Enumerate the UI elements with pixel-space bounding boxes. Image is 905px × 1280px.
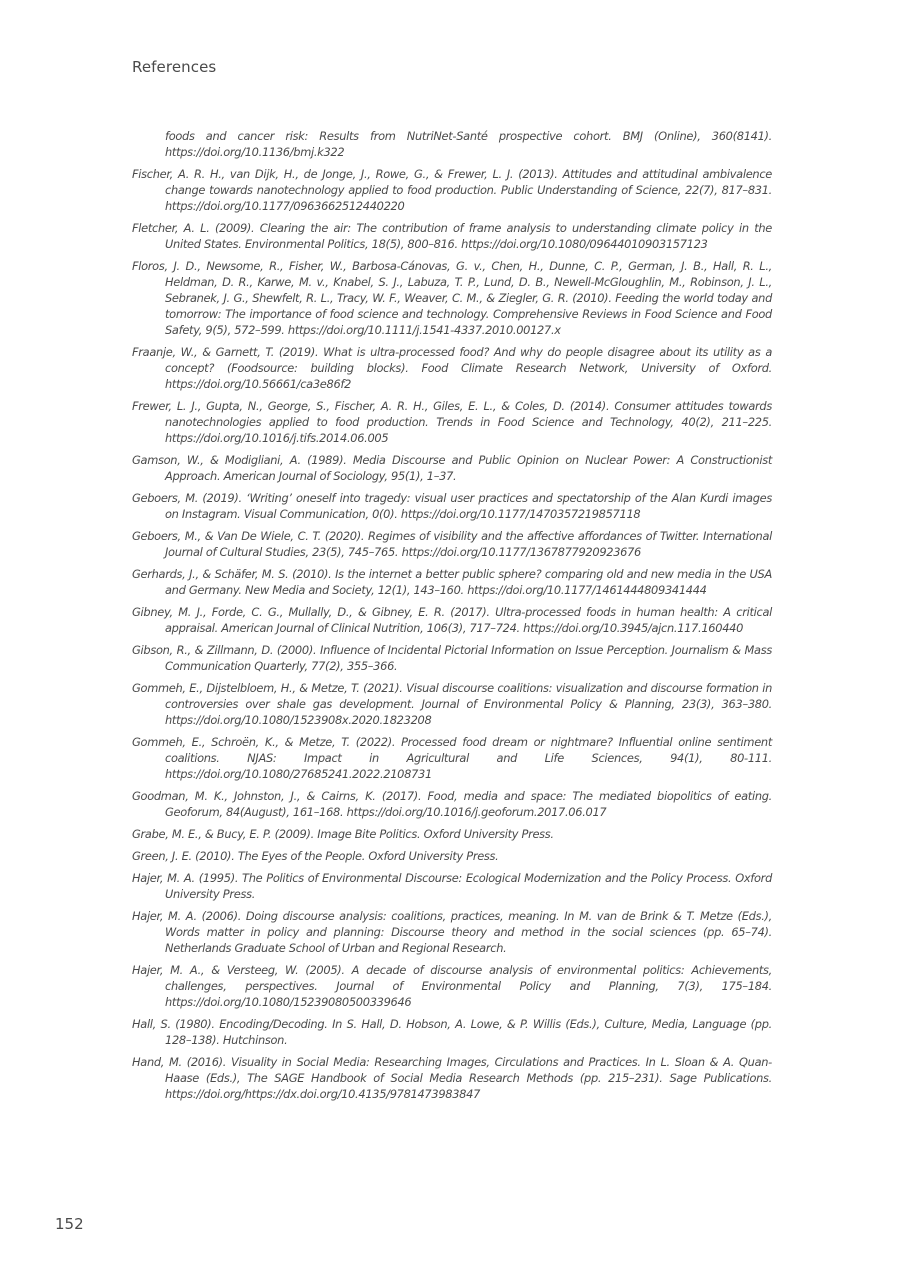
page-number: 152 [55,1215,84,1233]
reference-entry: Gerhards, J., & Schäfer, M. S. (2010). Is the internet a better public sphere? comparing old and new media in the USA and Germany. New Media and Society, 12(1), 143–160. https://doi.org/10.1177/1461444809341444 [132,567,772,597]
reference-entry: Geboers, M. (2019). ‘Writing’ oneself into tragedy: visual user practices and spectatorship of the Alan Kurdi images on Instagram. Visual Communication, 0(0). https://doi.org/10.1177/1470357219857118 [132,491,772,521]
reference-entry: Hajer, M. A. (2006). Doing discourse analysis: coalitions, practices, meaning. In M. van de Brink & T. Metze (Eds.), Words matter in policy and planning: Discourse theory and method in the social sciences (pp. 65–74). Netherlands Graduate School of Urban and Regional Research. [132,909,772,955]
reference-entry: Green, J. E. (2010). The Eyes of the People. Oxford University Press. [132,849,499,863]
reference-entry: Gommeh, E., Dijstelbloem, H., & Metze, T. (2021). Visual discourse coalitions: visualization and discourse formation in controversies over shale gas development. Journal of Environmental Policy & Planning, 23(3), 363–380. https://doi.org/10.1080/1523908x.2020.1823208 [132,681,772,727]
reference-entry: Hajer, M. A. (1995). The Politics of Environmental Discourse: Ecological Modernization and the Policy Process. Oxford University Press. [132,871,772,901]
reference-entry: Gamson, W., & Modigliani, A. (1989). Media Discourse and Public Opinion on Nuclear Power: A Constructionist Approach. American Journal of Sociology, 95(1), 1–37. [132,453,772,483]
reference-entry: Gommeh, E., Schroën, K., & Metze, T. (2022). Processed food dream or nightmare? Influential online sentiment coalitions. NJAS: Impact in Agricultural and Life Sciences, 94(1), 80-111. https://doi.org/10.1080/27685241.2022.2108731 [132,735,772,781]
reference-entry: Goodman, M. K., Johnston, J., & Cairns, K. (2017). Food, media and space: The mediated biopolitics of eating. Geoforum, 84(August), 161–168. https://doi.org/10.1016/j.geoforum.2017.06.017 [132,789,772,819]
reference-entry: Frewer, L. J., Gupta, N., George, S., Fischer, A. R. H., Giles, E. L., & Coles, D. (2014). Consumer attitudes towards nanotechnologies applied to food production. Trends in Food Science and Technology, 40(2), 211–225. https://doi.org/10.1016/j.tifs.2014.06.005 [132,399,772,445]
reference-entry: Fletcher, A. L. (2009). Clearing the air: The contribution of frame analysis to understanding climate policy in the United States. Environmental Politics, 18(5), 800–816. https://doi.org/10.1080/09644010903157123 [132,221,772,251]
reference-entry: Grabe, M. E., & Bucy, E. P. (2009). Image Bite Politics. Oxford University Press. [132,827,554,841]
reference-entry: Floros, J. D., Newsome, R., Fisher, W., Barbosa-Cánovas, G. v., Chen, H., Dunne, C. P., German, J. B., Hall, R. L., Heldman, D. R., Karwe, M. v., Knabel, S. J., Labuza, T. P., Lund, D. B., Newell-McGloughlin, M., Robinson, J. L., Sebranek, J. G., Shewfelt, R. L., Tracy, W. F., Weaver, C. M., & Ziegler, G. R. (2010). Feeding the world today and tomorrow: The importance of food science and technology. Comprehensive Reviews in Food Science and Food Safety, 9(5), 572–599. https://doi.org/10.1111/j.1541-4337.2010.00127.x [132,259,772,337]
reference-entry: Hand, M. (2016). Visuality in Social Media: Researching Images, Circulations and Practices. In L. Sloan & A. Quan-Haase (Eds.), The SAGE Handbook of Social Media Research Methods (pp. 215–231). Sage Publications. https://doi.org/https://dx.doi.org/10.4135/9781473983847 [132,1055,772,1101]
running-header: References [132,58,217,76]
reference-entry: Hall, S. (1980). Encoding/Decoding. In S. Hall, D. Hobson, A. Lowe, & P. Willis (Eds.), Culture, Media, Language (pp. 128–138). Hutchinson. [132,1017,772,1047]
reference-entry: Fraanje, W., & Garnett, T. (2019). What is ultra-processed food? And why do people disagree about its utility as a concept? (Foodsource: building blocks). Food Climate Research Network, University of Oxford. https://doi.org/10.56661/ca3e86f2 [132,345,772,391]
reference-entry: Geboers, M., & Van De Wiele, C. T. (2020). Regimes of visibility and the affective affordances of Twitter. International Journal of Cultural Studies, 23(5), 745–765. https://doi.org/10.1177/1367877920923676 [132,529,772,559]
reference-entry: Gibson, R., & Zillmann, D. (2000). Influence of Incidental Pictorial Information on Issue Perception. Journalism & Mass Communication Quarterly, 77(2), 355–366. [132,643,772,673]
reference-entry: Hajer, M. A., & Versteeg, W. (2005). A decade of discourse analysis of environmental politics: Achievements, challenges, perspectives. Journal of Environmental Policy and Planning, 7(3), 175–184. https://doi.org/10.1080/15239080500339646 [132,963,772,1009]
reference-entry: Gibney, M. J., Forde, C. G., Mullally, D., & Gibney, E. R. (2017). Ultra-processed foods in human health: A critical appraisal. American Journal of Clinical Nutrition, 106(3), 717–724. https://doi.org/10.3945/ajcn.117.160440 [132,605,772,635]
reference-list [132,128,772,1108]
reference-entry: Fischer, A. R. H., van Dijk, H., de Jonge, J., Rowe, G., & Frewer, L. J. (2013). Attitudes and attitudinal ambivalence change towards nanotechnology applied to food production. Public Understanding of Science, 22(7), 817–831. https://doi.org/10.1177/0963662512440220 [132,167,772,213]
reference-entry-continued: foods and cancer risk: Results from NutriNet-Santé prospective cohort. BMJ (Online), 360(8141). https://doi.org/10.1136/bmj.k322 [165,129,772,159]
